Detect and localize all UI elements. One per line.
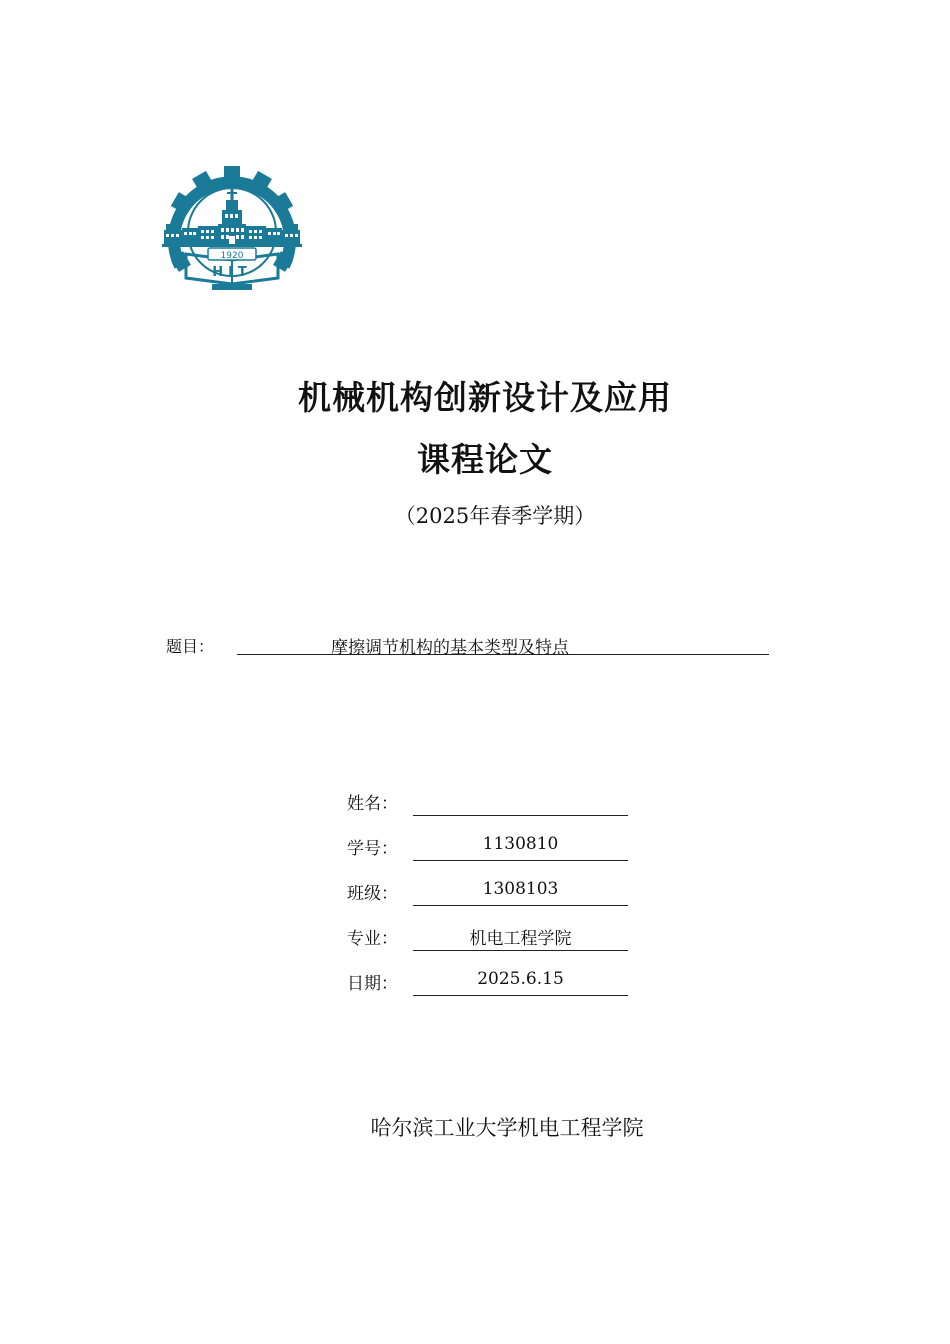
major-label: 专业： [347, 929, 398, 949]
paper-type-title: 课程论文 [417, 440, 553, 479]
student-id-label: 学号： [347, 839, 398, 859]
class-label: 班级： [347, 884, 398, 904]
class-value: 1308103 [482, 879, 559, 899]
topic-label: 题目： [166, 637, 215, 656]
major-field [413, 920, 628, 951]
topic-value: 摩擦调节机构的基本类型及特点 [331, 638, 569, 658]
semester-text: （2025年春季学期） [394, 504, 596, 528]
student-id-value: 1130810 [482, 834, 559, 854]
topic-field [237, 630, 769, 658]
course-title: 机械机构创新设计及应用 [298, 378, 672, 417]
date-value: 2025.6.15 [477, 969, 564, 989]
major-value: 机电工程学院 [469, 929, 572, 949]
university-logo [152, 164, 312, 300]
logo-initials: HIT [212, 265, 252, 280]
class-field [413, 875, 628, 906]
name-field [413, 785, 628, 816]
logo-year: 1920 [220, 251, 244, 261]
name-label: 姓名： [347, 794, 398, 814]
date-label: 日期： [347, 974, 398, 994]
institution-name: 哈尔滨工业大学机电工程学院 [370, 1116, 644, 1140]
student-id-field [413, 830, 628, 861]
date-field [413, 965, 628, 996]
